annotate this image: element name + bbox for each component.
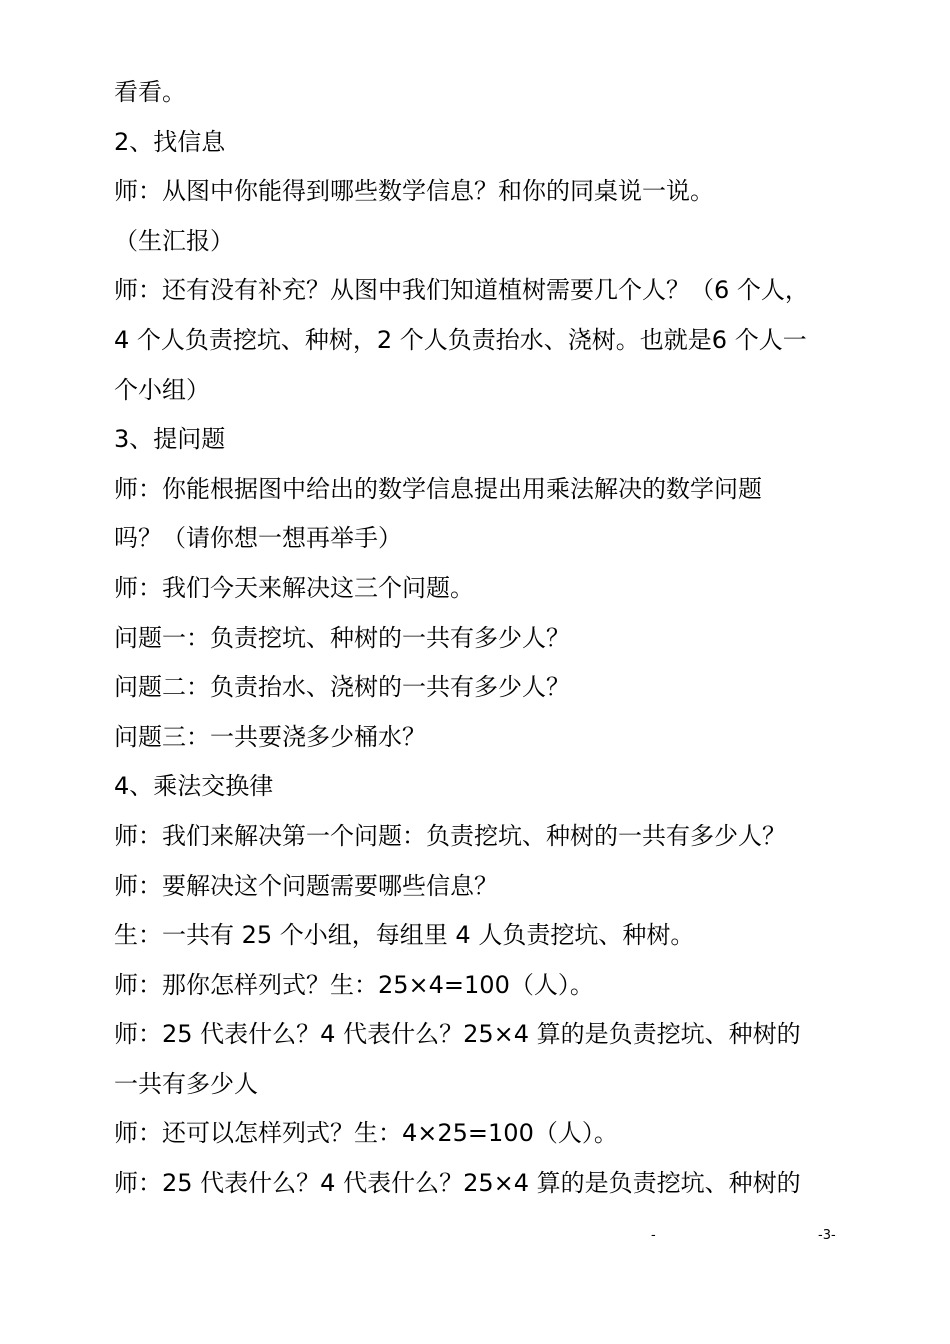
document-body [114, 68, 844, 1209]
page-number: -3- [818, 1228, 836, 1243]
text-line: 师：我们今天来解决这三个问题。 [114, 573, 474, 602]
text-line: 师：从图中你能得到哪些数学信息？和你的同桌说一说。 [114, 177, 714, 206]
text-line: 师：那你怎样列式？生：25×4=100（人）。 [114, 970, 594, 999]
text-line: 4 个人负责挖坑、种树，2 个人负责抬水、浇树。也就是6 个人一 [114, 325, 807, 354]
footer-dash: - [651, 1228, 656, 1243]
text-line: （生汇报） [114, 226, 234, 255]
section-heading: 3、提问题 [114, 425, 226, 454]
text-line: 师：还有没有补充？从图中我们知道植树需要几个人？（6 个人， [114, 276, 809, 305]
text-line: 师：还可以怎样列式？生：4×25=100（人）。 [114, 1119, 618, 1148]
text-line: 问题三：一共要浇多少桶水？ [114, 722, 426, 751]
text-line: 一共有多少人 [114, 1069, 258, 1098]
text-line: 师：25 代表什么？4 代表什么？25×4 算的是负责挖坑、种树的 [114, 1020, 801, 1049]
text-line: 生：一共有 25 个小组，每组里 4 人负责挖坑、种树。 [114, 921, 695, 950]
text-line: 看看。 [114, 78, 186, 106]
section-heading: 4、乘法交换律 [114, 772, 274, 801]
text-line: 师：25 代表什么？4 代表什么？25×4 算的是负责挖坑、种树的 [114, 1169, 801, 1198]
text-line: 问题二：负责抬水、浇树的一共有多少人？ [114, 673, 570, 702]
text-line: 师：你能根据图中给出的数学信息提出用乘法解决的数学问题 [114, 474, 762, 503]
text-line: 个小组） [114, 375, 210, 404]
text-line: 师：我们来解决第一个问题：负责挖坑、种树的一共有多少人？ [114, 821, 786, 850]
text-line: 师：要解决这个问题需要哪些信息？ [114, 871, 498, 900]
text-line: 问题一：负责挖坑、种树的一共有多少人？ [114, 623, 570, 652]
text-line: 吗？（请你想一想再举手） [114, 524, 402, 553]
section-heading: 2、找信息 [114, 127, 226, 156]
